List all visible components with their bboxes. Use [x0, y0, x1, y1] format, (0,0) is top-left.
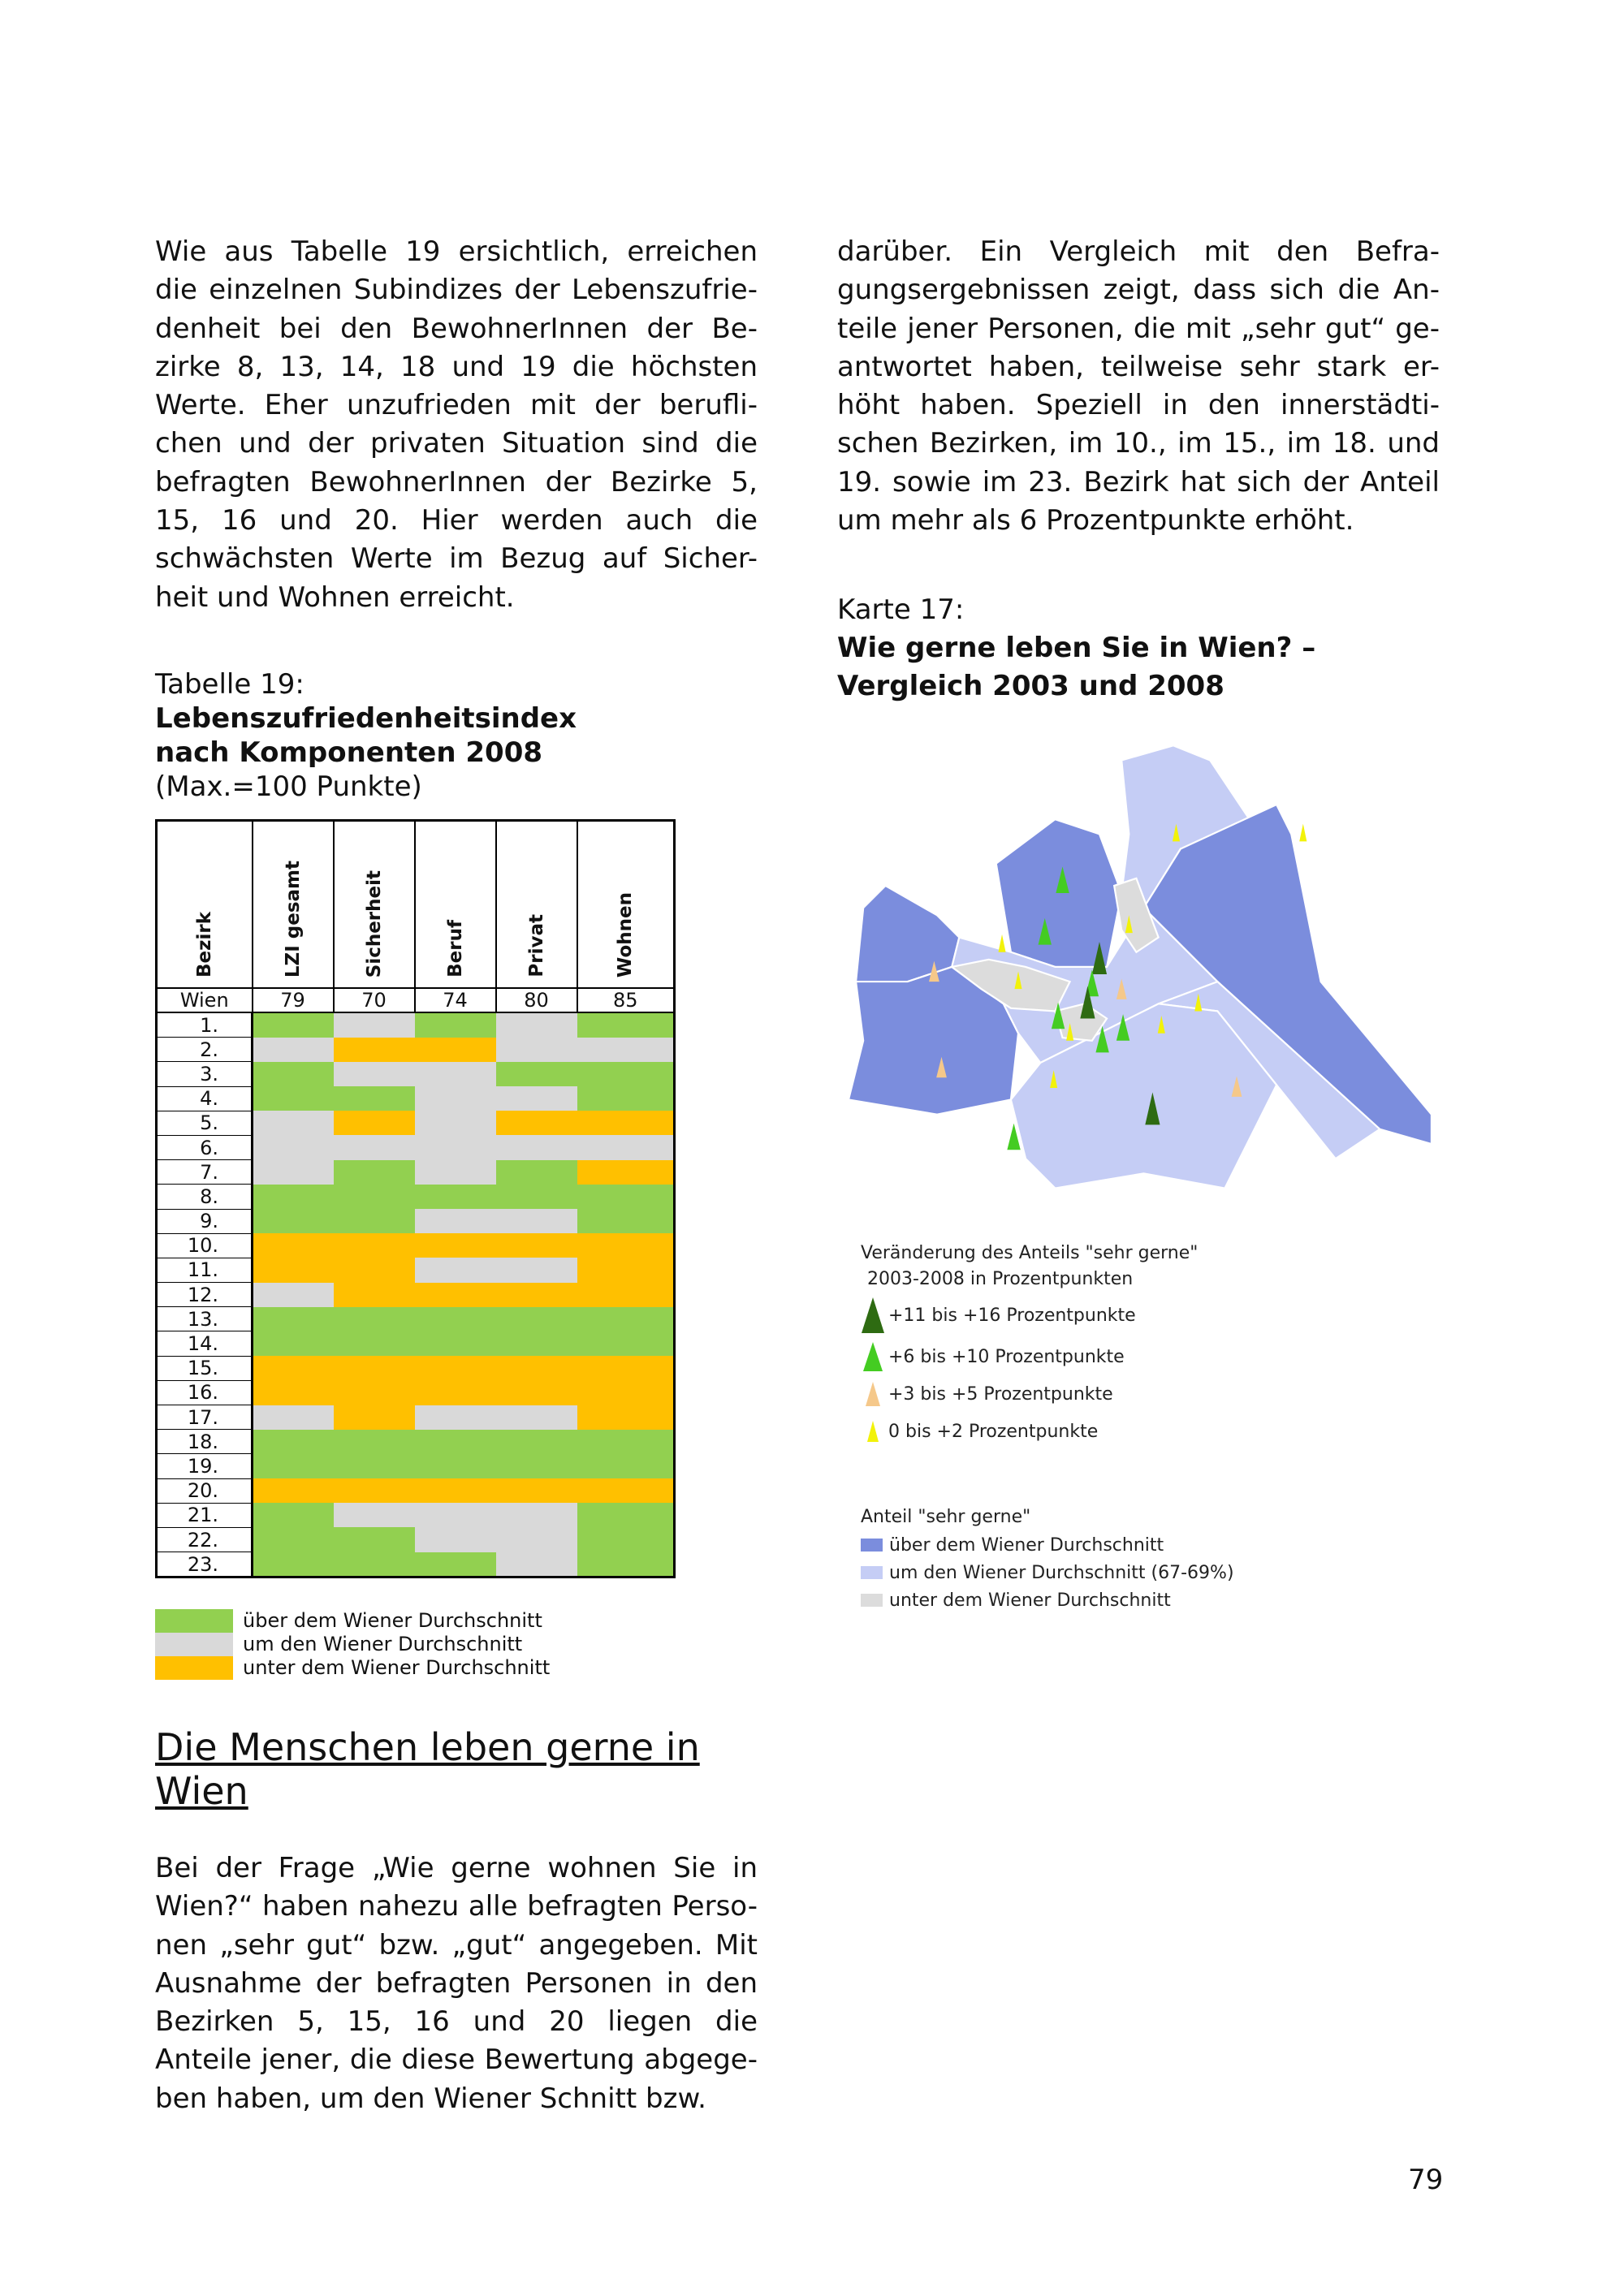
table-title-1: Lebenszufriedenheitsindex	[155, 702, 577, 735]
rating-cell	[334, 1527, 415, 1552]
rating-cell	[253, 1478, 334, 1503]
header-sicherheit: Sicherheit	[334, 821, 415, 989]
legend-above: über dem Wiener Durchschnitt	[155, 1609, 550, 1633]
rating-cell	[496, 1503, 577, 1527]
rating-cell	[253, 1454, 334, 1478]
map-label: Karte 17:	[837, 593, 965, 626]
section-paragraph: Bei der Frage „Wie gerne wohnen Sie in Wien?“ haben nahezu alle befragten Perso-nen „sehr gut“ bzw. „gut“ angegeben. Mit Ausnahme der befragten Personen in den Bezirken 5, 15, 16 und 20 liegen die Anteile jener, die diese Bewertung abgege-ben haben, um den Wiener Schnitt bzw.	[155, 1852, 758, 2115]
rating-cell	[415, 1012, 496, 1038]
rating-cell	[577, 1038, 675, 1062]
table-row	[157, 1111, 675, 1135]
rating-cell	[253, 1380, 334, 1405]
bezirk-label: 18.	[157, 1430, 253, 1454]
wien-label: Wien	[157, 988, 253, 1012]
table-row	[157, 1233, 675, 1258]
rating-cell	[496, 1038, 577, 1062]
bezirk-label: 8.	[157, 1185, 253, 1209]
table-label: Tabelle 19:	[155, 668, 304, 701]
header-beruf: Beruf	[415, 821, 496, 989]
table-row	[157, 1552, 675, 1577]
rating-cell	[334, 1062, 415, 1086]
bezirk-label: 23.	[157, 1552, 253, 1577]
rating-cell	[577, 1209, 675, 1233]
bezirk-label: 3.	[157, 1062, 253, 1086]
color-swatch	[861, 1566, 883, 1579]
rating-cell	[496, 1380, 577, 1405]
table-row	[157, 1430, 675, 1454]
change-legend-label: +11 bis +16 Prozentpunkte	[888, 1305, 1136, 1326]
bezirk-label: 21.	[157, 1503, 253, 1527]
bezirk-label: 5.	[157, 1111, 253, 1135]
wien-beruf: 74	[415, 988, 496, 1012]
bezirk-label: 9.	[157, 1209, 253, 1233]
rating-cell	[334, 1038, 415, 1062]
wien-privat: 80	[496, 988, 577, 1012]
rating-cell	[496, 1258, 577, 1282]
change-legend-item	[861, 1293, 1198, 1338]
rating-cell	[253, 1283, 334, 1307]
share-legend-label: über dem Wiener Durchschnitt	[889, 1534, 1164, 1556]
share-legend-item	[861, 1531, 1234, 1559]
color-swatch	[861, 1539, 883, 1552]
triangle-icon	[861, 1382, 885, 1406]
wien-row	[157, 988, 675, 1012]
share-legend-item	[861, 1586, 1234, 1614]
change-title-2: 2003-2008 in Prozentpunkten	[867, 1269, 1134, 1289]
rating-cell	[253, 1527, 334, 1552]
table-row	[157, 1380, 675, 1405]
bezirk-label: 12.	[157, 1283, 253, 1307]
rating-cell	[496, 1160, 577, 1185]
rating-cell	[415, 1111, 496, 1135]
table-row	[157, 1160, 675, 1185]
map-title-2: Vergleich 2003 und 2008	[837, 670, 1224, 702]
change-legend-item	[861, 1375, 1198, 1413]
triangle-icon	[861, 1421, 885, 1442]
rating-cell	[334, 1185, 415, 1209]
rating-cell	[334, 1160, 415, 1185]
change-legend-label: +3 bis +5 Prozentpunkte	[888, 1383, 1113, 1405]
rating-cell	[577, 1283, 675, 1307]
rating-cell	[415, 1307, 496, 1331]
rating-cell	[577, 1258, 675, 1282]
table-row	[157, 1038, 675, 1062]
rating-cell	[496, 1012, 577, 1038]
rating-cell	[253, 1405, 334, 1430]
rating-cell	[577, 1111, 675, 1135]
rating-cell	[496, 1283, 577, 1307]
rating-cell	[577, 1405, 675, 1430]
wien-sicherheit: 70	[334, 988, 415, 1012]
table-row	[157, 1454, 675, 1478]
rating-cell	[577, 1527, 675, 1552]
legend-below: unter dem Wiener Durchschnitt	[155, 1656, 550, 1680]
table-caption	[155, 667, 577, 804]
rating-cell	[334, 1086, 415, 1111]
bezirk-label: 15.	[157, 1356, 253, 1380]
change-legend-label: +6 bis +10 Prozentpunkte	[888, 1346, 1125, 1367]
rating-cell	[334, 1331, 415, 1356]
rating-cell	[334, 1135, 415, 1159]
table-row	[157, 1135, 675, 1159]
rating-cell	[253, 1356, 334, 1380]
rating-cell	[496, 1185, 577, 1209]
rating-cell	[334, 1012, 415, 1038]
rating-cell	[334, 1233, 415, 1258]
bezirk-label: 11.	[157, 1258, 253, 1282]
rating-cell	[496, 1430, 577, 1454]
rating-cell	[415, 1405, 496, 1430]
bezirk-label: 7.	[157, 1160, 253, 1185]
rating-cell	[415, 1185, 496, 1209]
page-number: 79	[1408, 2164, 1444, 2196]
rating-cell	[253, 1331, 334, 1356]
rating-cell	[577, 1454, 675, 1478]
bezirk-label: 10.	[157, 1233, 253, 1258]
rating-cell	[253, 1430, 334, 1454]
rating-cell	[334, 1258, 415, 1282]
rating-cell	[577, 1380, 675, 1405]
bezirk-label: 14.	[157, 1331, 253, 1356]
bezirk-label: 6.	[157, 1135, 253, 1159]
bezirk-label: 17.	[157, 1405, 253, 1430]
bezirk-label: 20.	[157, 1478, 253, 1503]
rating-cell	[253, 1258, 334, 1282]
rating-cell	[334, 1503, 415, 1527]
rating-cell	[415, 1503, 496, 1527]
rating-cell	[415, 1038, 496, 1062]
header-wohnen: Wohnen	[577, 821, 675, 989]
rating-cell	[496, 1552, 577, 1577]
rating-cell	[253, 1503, 334, 1527]
rating-cell	[334, 1552, 415, 1577]
bezirk-label: 19.	[157, 1454, 253, 1478]
wien-lzi: 79	[253, 988, 334, 1012]
rating-cell	[415, 1086, 496, 1111]
rating-cell	[334, 1380, 415, 1405]
bezirk-label: 13.	[157, 1307, 253, 1331]
rating-cell	[415, 1331, 496, 1356]
rating-cell	[253, 1012, 334, 1038]
rating-cell	[334, 1111, 415, 1135]
bezirk-label: 4.	[157, 1086, 253, 1111]
rating-cell	[253, 1552, 334, 1577]
rating-cell	[496, 1527, 577, 1552]
rating-cell	[496, 1086, 577, 1111]
rating-cell	[253, 1111, 334, 1135]
triangle-icon	[861, 1297, 885, 1333]
rating-cell	[415, 1380, 496, 1405]
change-title-1: Veränderung des Anteils "sehr gerne"	[861, 1243, 1199, 1263]
rating-cell	[415, 1527, 496, 1552]
table-row	[157, 1185, 675, 1209]
header-lzi: LZI gesamt	[253, 821, 334, 989]
header-bezirk: Bezirk	[157, 821, 253, 989]
table-row	[157, 1405, 675, 1430]
triangle-icon	[861, 1342, 885, 1371]
rating-cell	[577, 1356, 675, 1380]
rating-cell	[334, 1356, 415, 1380]
rating-cell	[577, 1012, 675, 1038]
lzi-table	[155, 819, 676, 1578]
rating-cell	[415, 1062, 496, 1086]
rating-cell	[577, 1503, 675, 1527]
table-note: (Max.=100 Punkte)	[155, 770, 422, 803]
table-row	[157, 1331, 675, 1356]
section-heading: Die Menschen leben gerne in Wien	[155, 1725, 700, 1813]
share-legend-item	[861, 1559, 1234, 1586]
rating-cell	[577, 1307, 675, 1331]
table-row	[157, 1356, 675, 1380]
rating-cell	[334, 1209, 415, 1233]
table-row	[157, 1283, 675, 1307]
bezirk-label: 2.	[157, 1038, 253, 1062]
rating-cell	[334, 1454, 415, 1478]
rating-cell	[577, 1135, 675, 1159]
rating-cell	[496, 1331, 577, 1356]
table-row	[157, 1209, 675, 1233]
table-legend	[155, 1609, 550, 1680]
bezirk-label: 1.	[157, 1012, 253, 1038]
rating-cell	[577, 1478, 675, 1503]
rating-cell	[415, 1135, 496, 1159]
rating-cell	[577, 1552, 675, 1577]
rating-cell	[496, 1454, 577, 1478]
rating-cell	[577, 1185, 675, 1209]
share-legend-label: um den Wiener Durchschnitt (67-69%)	[889, 1562, 1234, 1583]
table-row	[157, 1478, 675, 1503]
rating-cell	[253, 1160, 334, 1185]
rating-cell	[577, 1430, 675, 1454]
change-marker	[998, 934, 1005, 952]
rating-cell	[415, 1552, 496, 1577]
vienna-map	[849, 745, 1439, 1203]
color-swatch	[861, 1594, 883, 1607]
share-legend-label: unter dem Wiener Durchschnitt	[889, 1590, 1171, 1611]
map-change-legend	[861, 1241, 1198, 1450]
map-share-legend	[861, 1504, 1234, 1614]
rating-cell	[415, 1454, 496, 1478]
rating-cell	[577, 1233, 675, 1258]
table-row	[157, 1258, 675, 1282]
rating-cell	[253, 1307, 334, 1331]
rating-cell	[496, 1233, 577, 1258]
share-title: Anteil "sehr gerne"	[861, 1507, 1031, 1527]
rating-cell	[334, 1405, 415, 1430]
change-marker	[1299, 824, 1307, 842]
rating-cell	[253, 1038, 334, 1062]
change-legend-label: 0 bis +2 Prozentpunkte	[888, 1421, 1099, 1442]
header-privat: Privat	[496, 821, 577, 989]
rating-cell	[415, 1160, 496, 1185]
rating-cell	[253, 1233, 334, 1258]
rating-cell	[577, 1086, 675, 1111]
rating-cell	[415, 1356, 496, 1380]
rating-cell	[334, 1430, 415, 1454]
table-row	[157, 1527, 675, 1552]
rating-cell	[577, 1160, 675, 1185]
rating-cell	[415, 1209, 496, 1233]
rating-cell	[415, 1283, 496, 1307]
map-caption	[837, 591, 1315, 706]
table-row	[157, 1503, 675, 1527]
table-row	[157, 1086, 675, 1111]
rating-cell	[415, 1258, 496, 1282]
rating-cell	[334, 1478, 415, 1503]
rating-cell	[253, 1209, 334, 1233]
rating-cell	[496, 1307, 577, 1331]
rating-cell	[253, 1185, 334, 1209]
table-row	[157, 1062, 675, 1086]
bezirk-label: 22.	[157, 1527, 253, 1552]
legend-around: um den Wiener Durchschnitt	[155, 1633, 550, 1656]
rating-cell	[496, 1135, 577, 1159]
rating-cell	[577, 1062, 675, 1086]
bezirk-label: 16.	[157, 1380, 253, 1405]
rating-cell	[415, 1478, 496, 1503]
rating-cell	[496, 1111, 577, 1135]
rating-cell	[496, 1062, 577, 1086]
rating-cell	[496, 1405, 577, 1430]
rating-cell	[496, 1478, 577, 1503]
table-row	[157, 1012, 675, 1038]
rating-cell	[496, 1356, 577, 1380]
rating-cell	[496, 1209, 577, 1233]
map-title-1: Wie gerne leben Sie in Wien? –	[837, 632, 1316, 664]
intro-paragraph: Wie aus Tabelle 19 ersichtlich, erreichen die einzelnen Subindizes der Lebenszufrie-denheit bei den BewohnerInnen der Be-zirke 8, 13, 14, 18 und 19 die höchsten Werte. Eher unzufrieden mit der berufli-chen und der privaten Situation sind die befragten BewohnerInnen der Bezirke 5, 15, 16 und 20. Hier werden auch die schwächsten Werte im Bezug auf Sicher-heit und Wohnen erreicht.	[155, 235, 758, 614]
rating-cell	[253, 1135, 334, 1159]
rating-cell	[415, 1430, 496, 1454]
rating-cell	[253, 1086, 334, 1111]
change-legend-item	[861, 1413, 1198, 1450]
table-row	[157, 1307, 675, 1331]
rating-cell	[415, 1233, 496, 1258]
table-title-2: nach Komponenten 2008	[155, 736, 543, 769]
change-legend-item	[861, 1338, 1198, 1375]
rating-cell	[253, 1062, 334, 1086]
wien-wohnen: 85	[577, 988, 675, 1012]
rating-cell	[334, 1307, 415, 1331]
map-region-west	[856, 886, 959, 982]
rating-cell	[334, 1283, 415, 1307]
rating-cell	[577, 1331, 675, 1356]
right-paragraph: darüber. Ein Vergleich mit den Befra-gungsergebnissen zeigt, dass sich die An-teile jener Personen, die mit „sehr gut“ ge-antwortet haben, teilweise sehr stark er-höht haben. Speziell in den innerstädti-schen Bezirken, im 10., im 15., im 18. und 19. sowie im 23. Bezirk hat sich der Anteil um mehr als 6 Prozentpunkte erhöht.	[837, 235, 1440, 537]
